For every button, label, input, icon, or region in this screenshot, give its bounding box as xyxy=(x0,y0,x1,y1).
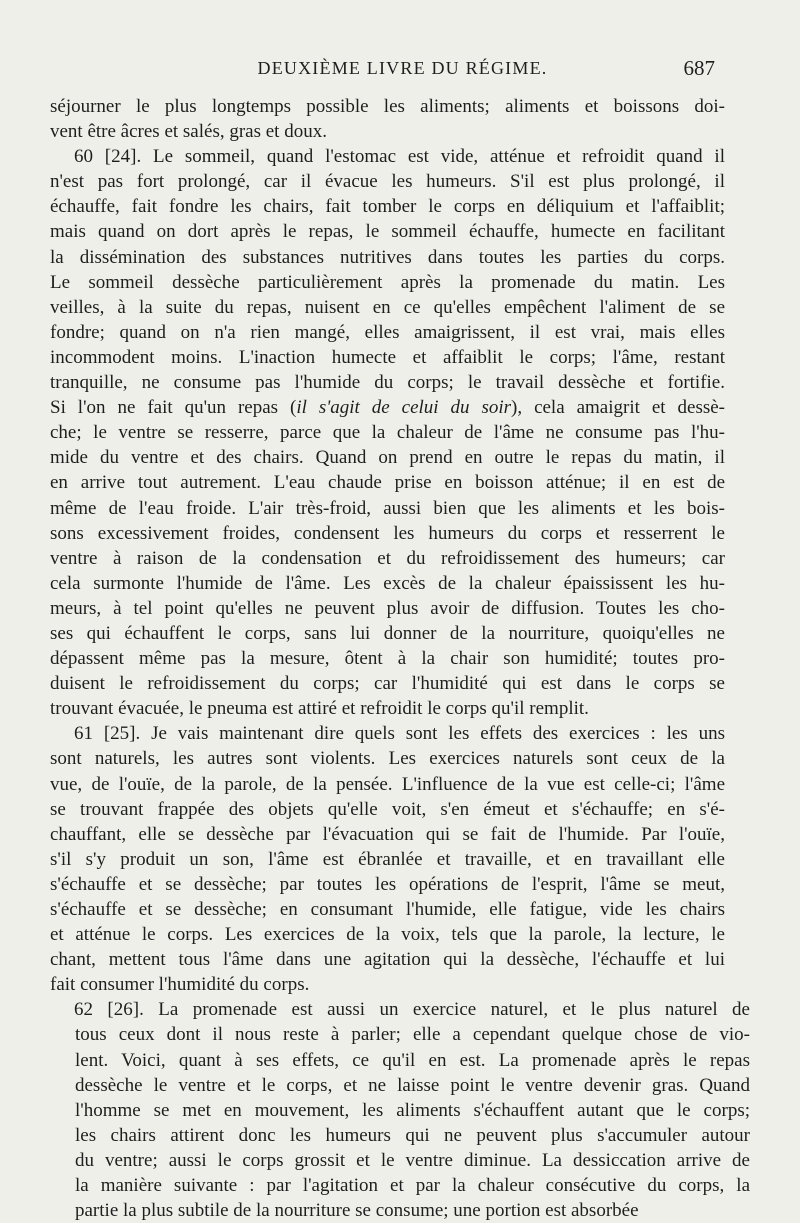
paragraph-continuation xyxy=(50,94,725,144)
text-line: se trouvant frappée des objets qu'elle voit, s'en émeut et s'échauffe; en s'é- xyxy=(50,798,725,820)
text-line: vent être âcres et salés, gras et doux. xyxy=(50,121,327,143)
text-line: tous ceux dont il nous reste à parler; elle a cependant quelque chose de vio- xyxy=(75,1024,750,1046)
paragraph-60 xyxy=(50,144,725,721)
text-line: trouvant évacuée, le pneuma est attiré et refroidit le corps qu'il remplit. xyxy=(50,698,589,720)
text-line: s'il s'y produit un son, l'âme est ébranlée et travaille, et en travaillant elle xyxy=(50,848,725,870)
text-line: Si l'on ne fait qu'un repas (il s'agit de celui du soir), cela amaigrit et dessè- xyxy=(50,397,725,419)
text-line: partie la plus subtile de la nourriture se consume; une portion est absorbée xyxy=(75,1200,639,1222)
text-line: lent. Voici, quant à ses effets, ce qu'il en est. La promenade après le repas xyxy=(75,1049,750,1071)
text-line: Le sommeil dessèche particulièrement après la promenade du matin. Les xyxy=(50,271,725,293)
running-title: DEUXIÈME LIVRE DU RÉGIME. xyxy=(257,58,548,78)
text-line: cela surmonte l'humide de l'âme. Les excès de la chaleur épaississent les hu- xyxy=(50,572,725,594)
text-line: sont naturels, les autres sont violents. Les exercices naturels sont ceux de la xyxy=(50,748,725,770)
text-line: dépassent même pas la mesure, ôtent à la chair son humidité; toutes pro- xyxy=(50,648,725,670)
text-line: incommodent moins. L'inaction humecte et affaiblit le corps; l'âme, restant xyxy=(50,346,725,368)
text-line: même de l'eau froide. L'air très-froid, aussi bien que les aliments et les bois- xyxy=(50,497,725,519)
text-line: duisent le refroidissement du corps; car l'humidité qui est dans le corps se xyxy=(50,673,725,695)
text-line: sons excessivement froides, condensent les humeurs du corps et resserrent le xyxy=(50,522,725,544)
text-line: ventre à raison de la condensation et du refroidissement des humeurs; car xyxy=(50,547,725,569)
text-line: veilles, à la suite du repas, nuisent en ce qu'elles empêchent l'aliment de se xyxy=(50,296,725,318)
paragraph-62 xyxy=(75,997,750,1223)
text-line: les chairs attirent donc les humeurs qui ne peuvent plus s'accumuler autour xyxy=(75,1124,750,1146)
text-line: en arrive tout autrement. L'eau chaude prise en boisson atténue; il en est de xyxy=(50,472,725,494)
text-line: che; le ventre se resserre, parce que la chaleur de l'âme ne consume pas l'hu- xyxy=(50,422,725,444)
text-line: chauffant, elle se dessèche par l'évacuation qui se fait de l'humide. Par l'ouïe, xyxy=(50,823,725,845)
text-line: dessèche le ventre et le corps, et ne laisse point le ventre devenir gras. Quand xyxy=(75,1074,750,1096)
text-line: séjourner le plus longtemps possible les aliments; aliments et boissons doi- xyxy=(50,96,725,117)
text-line: chant, mettent tous l'âme dans une agitation qui la dessèche, l'échauffe et lui xyxy=(50,949,725,971)
page-body xyxy=(50,94,750,1223)
page-header xyxy=(50,56,715,86)
text-line: n'est pas fort prolongé, car il évacue les humeurs. S'il est plus prolongé, il xyxy=(50,171,725,193)
text-line: fondre; quand on n'a rien mangé, elles amaigrissent, il est vrai, mais elles xyxy=(50,321,725,343)
text-line: fait consumer l'humidité du corps. xyxy=(50,974,310,996)
text-line: la manière suivante : par l'agitation et par la chaleur consécutive du corps, la xyxy=(75,1175,750,1197)
page-number: 687 xyxy=(683,56,715,80)
text-line: 60 [24]. Le sommeil, quand l'estomac est vide, atténue et refroidit quand il xyxy=(74,146,725,168)
text-line: mide du ventre et des chairs. Quand on prend en outre le repas du matin, il xyxy=(50,447,725,469)
text-line: du ventre; aussi le corps grossit et le ventre diminue. La dessiccation arrive de xyxy=(75,1149,750,1171)
text-line: vue, de l'ouïe, de la parole, de la pensée. L'influence de la vue est celle-ci; l'âme xyxy=(50,773,725,795)
text-line: mais quand on dort après le repas, le sommeil échauffe, humecte en facilitant xyxy=(50,221,725,243)
text-line: 61 [25]. Je vais maintenant dire quels sont les effets des exercices : les uns xyxy=(74,723,725,745)
text-line: 62 [26]. La promenade est aussi un exercice naturel, et le plus naturel de xyxy=(74,999,750,1021)
text-line: ses qui échauffent le corps, sans lui donner de la nourriture, quoiqu'elles ne xyxy=(50,622,725,644)
text-line: et atténue le corps. Les exercices de la voix, tels que la parole, la lecture, le xyxy=(50,924,725,946)
text-line: s'échauffe et se dessèche; par toutes les opérations de l'esprit, l'âme se meut, xyxy=(50,873,725,895)
text-line: l'homme se met en mouvement, les aliments s'échauffent autant que le corps; xyxy=(75,1099,750,1121)
text-line: échauffe, fait fondre les chairs, fait tomber le corps en déliquium et l'affaiblit; xyxy=(50,196,725,218)
text-line: s'échauffe et se dessèche; en consumant l'humide, elle fatigue, vide les chairs xyxy=(50,899,725,920)
text-line: meurs, à tel point qu'elles ne peuvent plus avoir de diffusion. Toutes les cho- xyxy=(50,597,725,619)
text-line: la dissémination des substances nutritives dans toutes les parties du corps. xyxy=(50,246,725,268)
paragraph-61 xyxy=(50,721,725,997)
text-line: tranquille, ne consume pas l'humide du corps; le travail dessèche et fortifie. xyxy=(50,372,725,394)
